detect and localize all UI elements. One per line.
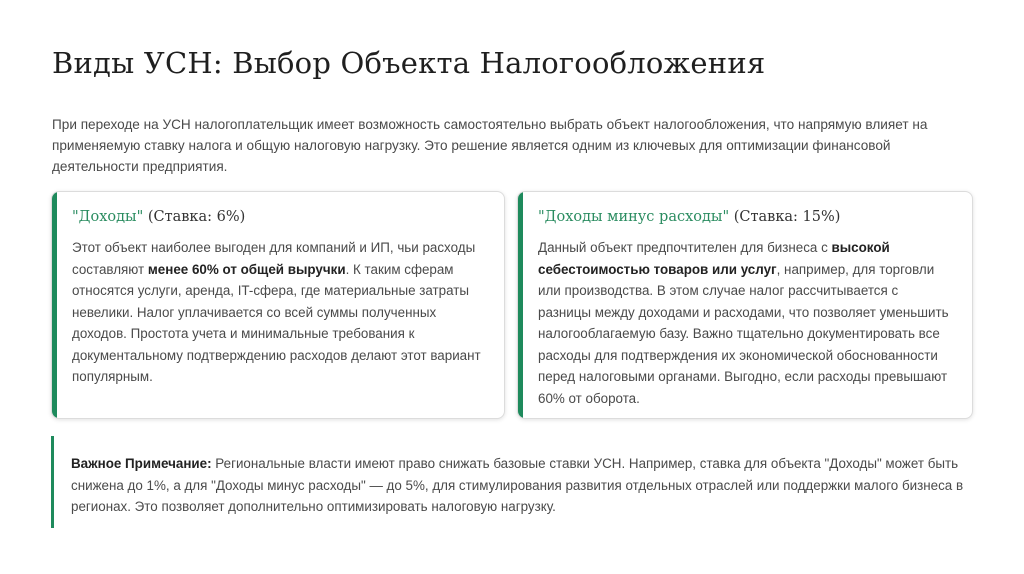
- note-label: Важное Примечание:: [71, 456, 212, 471]
- card-heading-rate: (Ставка: 15%): [729, 209, 841, 225]
- card-heading-name: "Доходы минус расходы": [538, 209, 730, 225]
- card-body-text: Данный объект предпочтителен для бизнеса с: [538, 240, 832, 255]
- card-heading-name: "Доходы": [72, 209, 144, 225]
- note-body: Региональные власти имеют право снижать базовые ставки УСН. Например, ставка для объекта "Доходы" может быть снижена до 1%, а для "Доходы минус расходы" — до 5%, для стимулирования развития отдельных отраслей или поддержки малого бизнеса в регионах. Это позволяет дополнительно оптимизировать налоговую нагрузку.: [71, 456, 964, 514]
- note-accent-bar: [51, 436, 54, 528]
- card-body: [72, 237, 486, 388]
- page-title: Виды УСН: Выбор Объекта Налогообложения: [52, 46, 766, 80]
- card-heading-rate: (Ставка: 6%): [143, 209, 246, 225]
- card-heading: [72, 209, 245, 225]
- note-text: [71, 453, 972, 518]
- card-body-text: Этот объект наиболее выгоден для компаний и ИП, чьи расходы составляют: [72, 240, 476, 277]
- card-body: [538, 237, 954, 409]
- card-body-text: . К таким сферам относятся услуги, аренда, IT-сфера, где материальные затраты невелики. Налог уплачивается со всей суммы полученных доходов. Простота учета и минимальные требования к документальному подтверждению расходов делают этот вариант популярным.: [72, 261, 481, 384]
- card-accent-bar: [52, 192, 57, 418]
- intro-paragraph: При переходе на УСН налогоплательщик имеет возможность самостоятельно выбрать объект налогообложения, что напрямую влияет на применяемую ставку налога и общую налоговую нагрузку. Это решение является одним из ключевых для оптимизации финансовой деятельности предприятия.: [52, 117, 928, 174]
- card-body-bold: менее 60% от общей выручки: [147, 261, 346, 277]
- card-body-text: , например, для торговли или производства. В этом случае налог рассчитывается с разницы между доходами и расходами, что позволяет уменьшить налогооблагаемую базу. Важно тщательно документировать все расходы для подтверждения их экономической обоснованности перед налоговыми органами. Выгодно, если расходы превышают 60% от оборота.: [538, 261, 949, 406]
- card-accent-bar: [518, 192, 523, 418]
- important-note: [51, 436, 972, 528]
- card-body-bold: высокой себестоимостью товаров или услуг: [538, 240, 890, 277]
- card-income: [51, 191, 505, 419]
- card-income-minus-expenses: [517, 191, 973, 419]
- card-heading: [538, 209, 840, 225]
